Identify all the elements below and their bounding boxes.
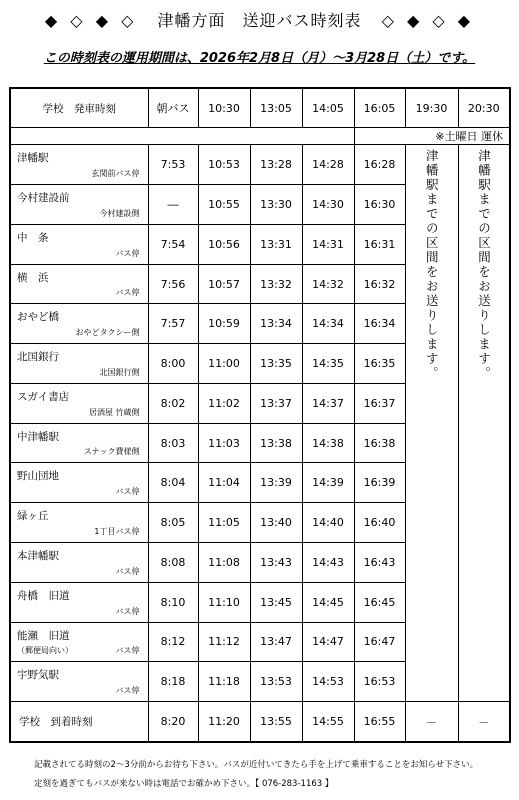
stop-name: 本津幡駅 bbox=[17, 549, 59, 562]
time-cell: 14:40 bbox=[302, 503, 354, 543]
time-cell: 16:35 bbox=[354, 344, 405, 384]
time-cell: 10:57 bbox=[198, 264, 250, 304]
time-cell: 11:04 bbox=[198, 463, 250, 503]
stop-location: バス停 bbox=[115, 686, 140, 696]
time-cell: 13:39 bbox=[250, 463, 302, 503]
time-cell: 14:38 bbox=[302, 423, 354, 463]
time-cell: 14:43 bbox=[302, 542, 354, 582]
time-cell: 16:32 bbox=[354, 264, 405, 304]
time-cell: 11:00 bbox=[198, 344, 250, 384]
time-cell: 14:32 bbox=[302, 264, 354, 304]
header-time: 16:05 bbox=[354, 88, 405, 128]
header-time: 20:30 bbox=[458, 88, 510, 128]
operation-period: この時刻表の運用期間は、2026年2月8日（月）～3月28日（土）です。 bbox=[43, 51, 476, 66]
time-cell: 8:03 bbox=[148, 423, 198, 463]
time-cell: 14:35 bbox=[302, 344, 354, 384]
time-cell: 8:10 bbox=[148, 582, 198, 622]
time-cell: 11:10 bbox=[198, 582, 250, 622]
late-bus-note-cell bbox=[405, 145, 458, 702]
time-cell: 14:30 bbox=[302, 185, 354, 225]
stop-name: 緑ヶ丘 bbox=[17, 510, 49, 523]
stop-name-cell bbox=[10, 503, 148, 543]
time-cell: 10:56 bbox=[198, 224, 250, 264]
time-cell: 11:02 bbox=[198, 383, 250, 423]
stop-name-cell bbox=[10, 304, 148, 344]
stop-name-cell bbox=[10, 662, 148, 702]
time-cell: 16:31 bbox=[354, 224, 405, 264]
time-cell: 13:45 bbox=[250, 582, 302, 622]
stop-name: 能瀬 旧道 bbox=[17, 629, 70, 642]
title-right-symbols: ◇ ◆ ◇ ◆ bbox=[381, 11, 475, 30]
time-cell: 11:18 bbox=[198, 662, 250, 702]
stop-name: 津幡駅 bbox=[17, 152, 49, 165]
time-cell: 13:47 bbox=[250, 622, 302, 662]
stop-name: おやど橋 bbox=[17, 311, 59, 324]
title-left-symbols: ◆ ◇ ◆ ◇ bbox=[44, 11, 138, 30]
time-cell: 8:00 bbox=[148, 344, 198, 384]
timetable bbox=[9, 87, 511, 743]
time-cell: 7:57 bbox=[148, 304, 198, 344]
time-cell: 8:12 bbox=[148, 622, 198, 662]
header-stop-column: 学校 発車時刻 bbox=[10, 88, 148, 128]
stop-name: 横 浜 bbox=[17, 271, 49, 284]
timetable-header bbox=[10, 88, 510, 128]
time-cell: 16:47 bbox=[354, 622, 405, 662]
time-cell: 16:45 bbox=[354, 582, 405, 622]
stop-name-cell bbox=[10, 185, 148, 225]
page-title bbox=[0, 8, 519, 31]
time-cell: 13:37 bbox=[250, 383, 302, 423]
time-cell: 16:30 bbox=[354, 185, 405, 225]
header-time: 10:30 bbox=[198, 88, 250, 128]
header-time: 13:05 bbox=[250, 88, 302, 128]
time-cell: 13:35 bbox=[250, 344, 302, 384]
stop-name-cell bbox=[10, 622, 148, 662]
time-cell: 14:45 bbox=[302, 582, 354, 622]
stop-name: スガイ書店 bbox=[17, 390, 70, 403]
arrival-time-cell: － bbox=[458, 702, 510, 742]
stop-location: 玄関前バス停 bbox=[91, 169, 140, 179]
time-cell: 10:55 bbox=[198, 185, 250, 225]
stop-location: バス停 bbox=[115, 288, 140, 298]
stop-name: 宇野気駅 bbox=[17, 669, 59, 682]
time-cell: 14:39 bbox=[302, 463, 354, 503]
stop-location: 1丁目バス停 bbox=[94, 526, 140, 536]
time-cell: 13:40 bbox=[250, 503, 302, 543]
stop-name: 舟橋 旧道 bbox=[17, 589, 70, 602]
time-cell: 16:37 bbox=[354, 383, 405, 423]
time-cell: 14:47 bbox=[302, 622, 354, 662]
time-cell: 13:38 bbox=[250, 423, 302, 463]
time-cell: 8:02 bbox=[148, 383, 198, 423]
time-cell: 13:43 bbox=[250, 542, 302, 582]
stop-location: バス停 bbox=[115, 646, 140, 656]
time-cell: 13:34 bbox=[250, 304, 302, 344]
stop-sub-left: （郵便局向い） bbox=[17, 646, 73, 656]
late-bus-note-cell bbox=[458, 145, 510, 702]
stop-location: バス停 bbox=[115, 566, 140, 576]
time-cell: 10:53 bbox=[198, 145, 250, 185]
time-cell: 11:08 bbox=[198, 542, 250, 582]
time-cell: 13:53 bbox=[250, 662, 302, 702]
stop-name-cell bbox=[10, 423, 148, 463]
stop-location: おやどタクシー側 bbox=[75, 328, 140, 338]
time-cell: 8:08 bbox=[148, 542, 198, 582]
footer-note-1: 記載されてる時刻の2～3分前からお待ち下さい。バスが近付いてきたら手を上げて乗車することをお知らせ下さい。 bbox=[34, 760, 479, 770]
saturday-note: ※土曜日 運休 bbox=[354, 128, 510, 145]
arrival-time-cell: 11:20 bbox=[198, 702, 250, 742]
stop-location: 居酒屋 竹蔵側 bbox=[88, 407, 140, 417]
late-bus-note: 津幡駅までの区間をお送りします。 bbox=[476, 149, 492, 382]
stop-name-cell bbox=[10, 264, 148, 304]
late-bus-note: 津幡駅までの区間をお送りします。 bbox=[424, 149, 440, 382]
stop-name-cell bbox=[10, 145, 148, 185]
time-cell: 7:54 bbox=[148, 224, 198, 264]
time-cell: 16:53 bbox=[354, 662, 405, 702]
time-cell: 8:18 bbox=[148, 662, 198, 702]
time-cell: 14:37 bbox=[302, 383, 354, 423]
stop-name: 中津幡駅 bbox=[17, 430, 59, 443]
stop-location: バス停 bbox=[115, 248, 140, 258]
stop-location: 今村建設側 bbox=[99, 208, 140, 218]
stop-location: バス停 bbox=[115, 606, 140, 616]
note-row bbox=[10, 128, 510, 145]
time-cell: 13:30 bbox=[250, 185, 302, 225]
time-cell: 11:03 bbox=[198, 423, 250, 463]
header-time: 14:05 bbox=[302, 88, 354, 128]
stop-name-cell bbox=[10, 224, 148, 264]
title-text: 津幡方面 送迎バス時刻表 bbox=[157, 11, 362, 30]
time-cell: 13:31 bbox=[250, 224, 302, 264]
stop-name-cell bbox=[10, 344, 148, 384]
stop-name: 野山団地 bbox=[17, 470, 59, 483]
stop-name-cell bbox=[10, 582, 148, 622]
header-time: 19:30 bbox=[405, 88, 458, 128]
time-cell: 16:38 bbox=[354, 423, 405, 463]
stop-name-cell bbox=[10, 383, 148, 423]
arrival-label: 学校 到着時刻 bbox=[10, 702, 148, 742]
time-cell: 14:28 bbox=[302, 145, 354, 185]
time-cell: 16:28 bbox=[354, 145, 405, 185]
time-cell: 7:53 bbox=[148, 145, 198, 185]
time-cell: 11:12 bbox=[198, 622, 250, 662]
stop-name: 今村建設前 bbox=[17, 192, 70, 205]
time-cell: 13:28 bbox=[250, 145, 302, 185]
arrival-time-cell: 13:55 bbox=[250, 702, 302, 742]
time-cell: 8:05 bbox=[148, 503, 198, 543]
time-cell: 16:43 bbox=[354, 542, 405, 582]
arrival-time-cell: 16:55 bbox=[354, 702, 405, 742]
time-cell: ― bbox=[148, 185, 198, 225]
stop-name: 中 条 bbox=[17, 231, 49, 244]
footer-note-2: 定刻を過ぎてもバスが来ない時は電話でお確かめ下さい。【 076-283-1163 】 bbox=[34, 779, 334, 789]
stop-name-cell bbox=[10, 542, 148, 582]
time-cell: 7:56 bbox=[148, 264, 198, 304]
arrival-row bbox=[10, 702, 510, 742]
time-cell: 14:31 bbox=[302, 224, 354, 264]
stop-name: 北国銀行 bbox=[17, 351, 59, 364]
time-cell: 16:40 bbox=[354, 503, 405, 543]
time-cell: 13:32 bbox=[250, 264, 302, 304]
arrival-time-cell: 14:55 bbox=[302, 702, 354, 742]
time-cell: 16:39 bbox=[354, 463, 405, 503]
stop-name-cell bbox=[10, 463, 148, 503]
header-time: 朝バス bbox=[148, 88, 198, 128]
time-cell: 14:53 bbox=[302, 662, 354, 702]
time-cell: 16:34 bbox=[354, 304, 405, 344]
stop-location: バス停 bbox=[115, 487, 140, 497]
table-row bbox=[10, 145, 510, 185]
arrival-time-cell: 8:20 bbox=[148, 702, 198, 742]
arrival-time-cell: － bbox=[405, 702, 458, 742]
time-cell: 8:04 bbox=[148, 463, 198, 503]
time-cell: 14:34 bbox=[302, 304, 354, 344]
time-cell: 10:59 bbox=[198, 304, 250, 344]
stop-location: スナック費様側 bbox=[83, 447, 140, 457]
time-cell: 11:05 bbox=[198, 503, 250, 543]
stop-location: 北国銀行側 bbox=[99, 367, 140, 377]
